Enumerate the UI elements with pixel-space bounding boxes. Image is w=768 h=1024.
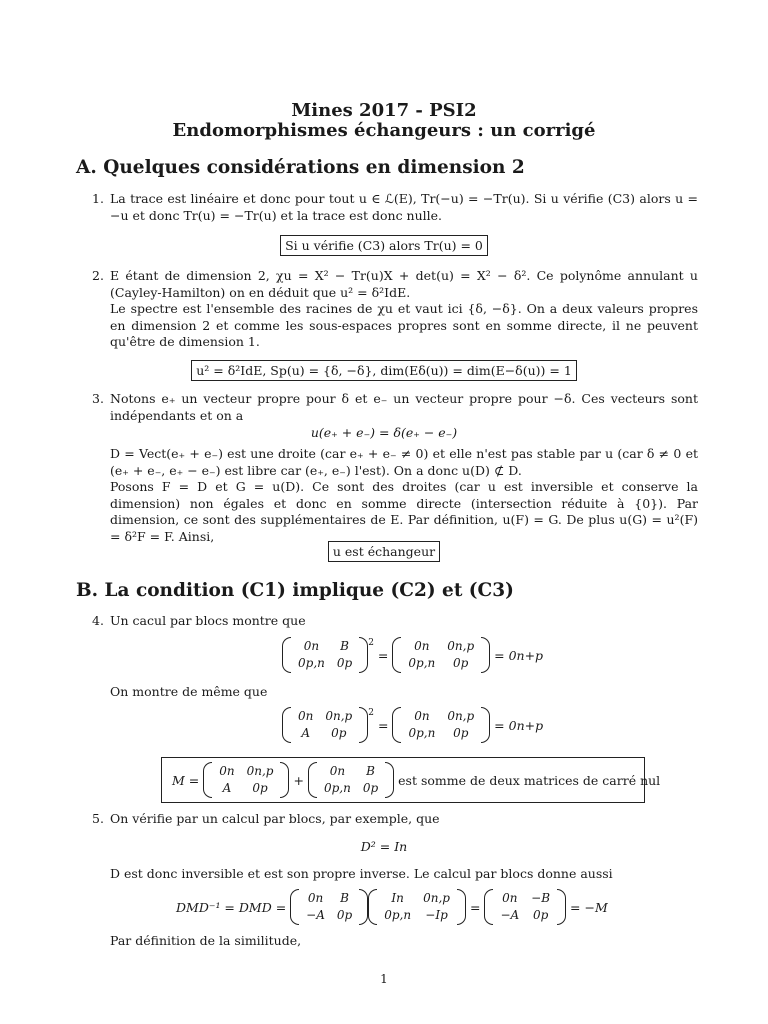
matrix: 0n B 0p,n 0p	[308, 763, 394, 797]
doc-title-line1: Mines 2017 - PSI2	[291, 100, 477, 121]
section-a-heading: A. Quelques considérations en dimension 2	[76, 157, 525, 178]
page-number: 1	[380, 972, 388, 986]
section-b-heading: B. La condition (C1) implique (C2) et (C3)	[76, 580, 514, 601]
q5-equation-2: DMD⁻¹ = DMD = 0n B −A 0p In 0n,p 0p,n −Ip = 0n −B −A 0p = −M	[176, 891, 608, 922]
q3-result-box-wrap	[0, 541, 768, 562]
q5-number: 5.	[92, 811, 104, 826]
q5-text-1: On vérifie par un calcul par blocs, par exemple, que	[110, 811, 440, 826]
matrix: 0n 0n,p A 0p	[282, 708, 368, 742]
q4-number: 4.	[92, 613, 104, 628]
q1-result-box: Si u vérifie (C3) alors Tr(u) = 0	[280, 235, 488, 256]
matrix: 0n 0n,p 0p,n 0p	[392, 638, 490, 672]
matrix: 0n B −A 0p	[290, 890, 368, 924]
q4-result-box: M = 0n 0n,p A 0p + 0n B 0p,n 0p est somme de deux matrices de carré nul	[161, 757, 645, 803]
q3-text-2: D = Vect(e₊ + e₋) est une droite (car e₊ + e₋ ≠ 0) et elle n'est pas stable par u (car δ ≠ 0 et (e₊ + e₋, e₊ − e₋) est libre car (e₊, e₋) l'est). On a donc u(D) ⊄ D.	[110, 446, 698, 478]
q5-text-2: D est donc inversible et est son propre inverse. Le calcul par blocs donne aussi	[110, 866, 613, 881]
matrix: 0n 0n,p 0p,n 0p	[392, 708, 490, 742]
q4-text-1: Un cacul par blocs montre que	[110, 613, 306, 628]
q1-text: La trace est linéaire et donc pour tout u ∈ ℒ(E), Tr(−u) = −Tr(u). Si u vérifie (C3) alors u = −u et donc Tr(u) = −Tr(u) et la trace est donc nulle.	[110, 191, 698, 223]
q4-equation-2: 0n 0n,p A 0p $^2$= 0n 0n,p 0p,n 0p = 0n+p	[282, 708, 547, 742]
q3-equation: u(e₊ + e₋) = δ(e₊ − e₋)	[310, 425, 458, 440]
q3-text-3: Posons F = D et G = u(D). Ce sont des droites (car u est inversible et conserve la dimension) non égales et donc en somme directe (intersection réduite à {0}). Par dimension, ce sont des supplémentaires de E. Par définition, u(F) = G. De plus u(G) = u²(F) = δ²F = F. Ainsi,	[110, 479, 698, 544]
matrix: 0n B 0p,n 0p	[282, 638, 368, 672]
q3-result-box: u est échangeur	[328, 541, 440, 562]
q3-number: 3.	[92, 391, 104, 406]
q2-number: 2.	[92, 268, 104, 283]
matrix: In 0n,p 0p,n −Ip	[368, 890, 466, 924]
q4-text-2: On montre de même que	[110, 684, 268, 699]
q5-equation-1: D² = In	[360, 839, 408, 854]
q1-result-box-wrap	[0, 235, 768, 256]
q4-equation-1: 0n B 0p,n 0p $^2$= 0n 0n,p 0p,n 0p = 0n+p	[282, 638, 547, 672]
q2-text-2: Le spectre est l'ensemble des racines de χu et vaut ici {δ, −δ}. On a deux valeurs propres en dimension 2 et comme les sous-espaces propres sont en somme directe, il ne peuvent qu'être de dimension 1.	[110, 301, 698, 349]
q2-text-1: E étant de dimension 2, χu = X² − Tr(u)X + det(u) = X² − δ². Ce polynôme annulant u (Cayley-Hamilton) on en déduit que u² = δ²IdE.	[110, 268, 698, 300]
q1-number: 1.	[92, 191, 104, 206]
q2-result-box-wrap	[0, 360, 768, 381]
q3-text-1: Notons e₊ un vecteur propre pour δ et e₋ un vecteur propre pour −δ. Ces vecteurs sont indépendants et on a	[110, 391, 698, 423]
matrix: 0n −B −A 0p	[484, 890, 566, 924]
q5-text-3: Par définition de la similitude,	[110, 933, 302, 948]
matrix: 0n 0n,p A 0p	[203, 763, 289, 797]
doc-title-line2: Endomorphismes échangeurs : un corrigé	[172, 120, 596, 141]
q2-result-box: u² = δ²IdE, Sp(u) = {δ, −δ}, dim(Eδ(u)) = dim(E−δ(u)) = 1	[191, 360, 577, 381]
